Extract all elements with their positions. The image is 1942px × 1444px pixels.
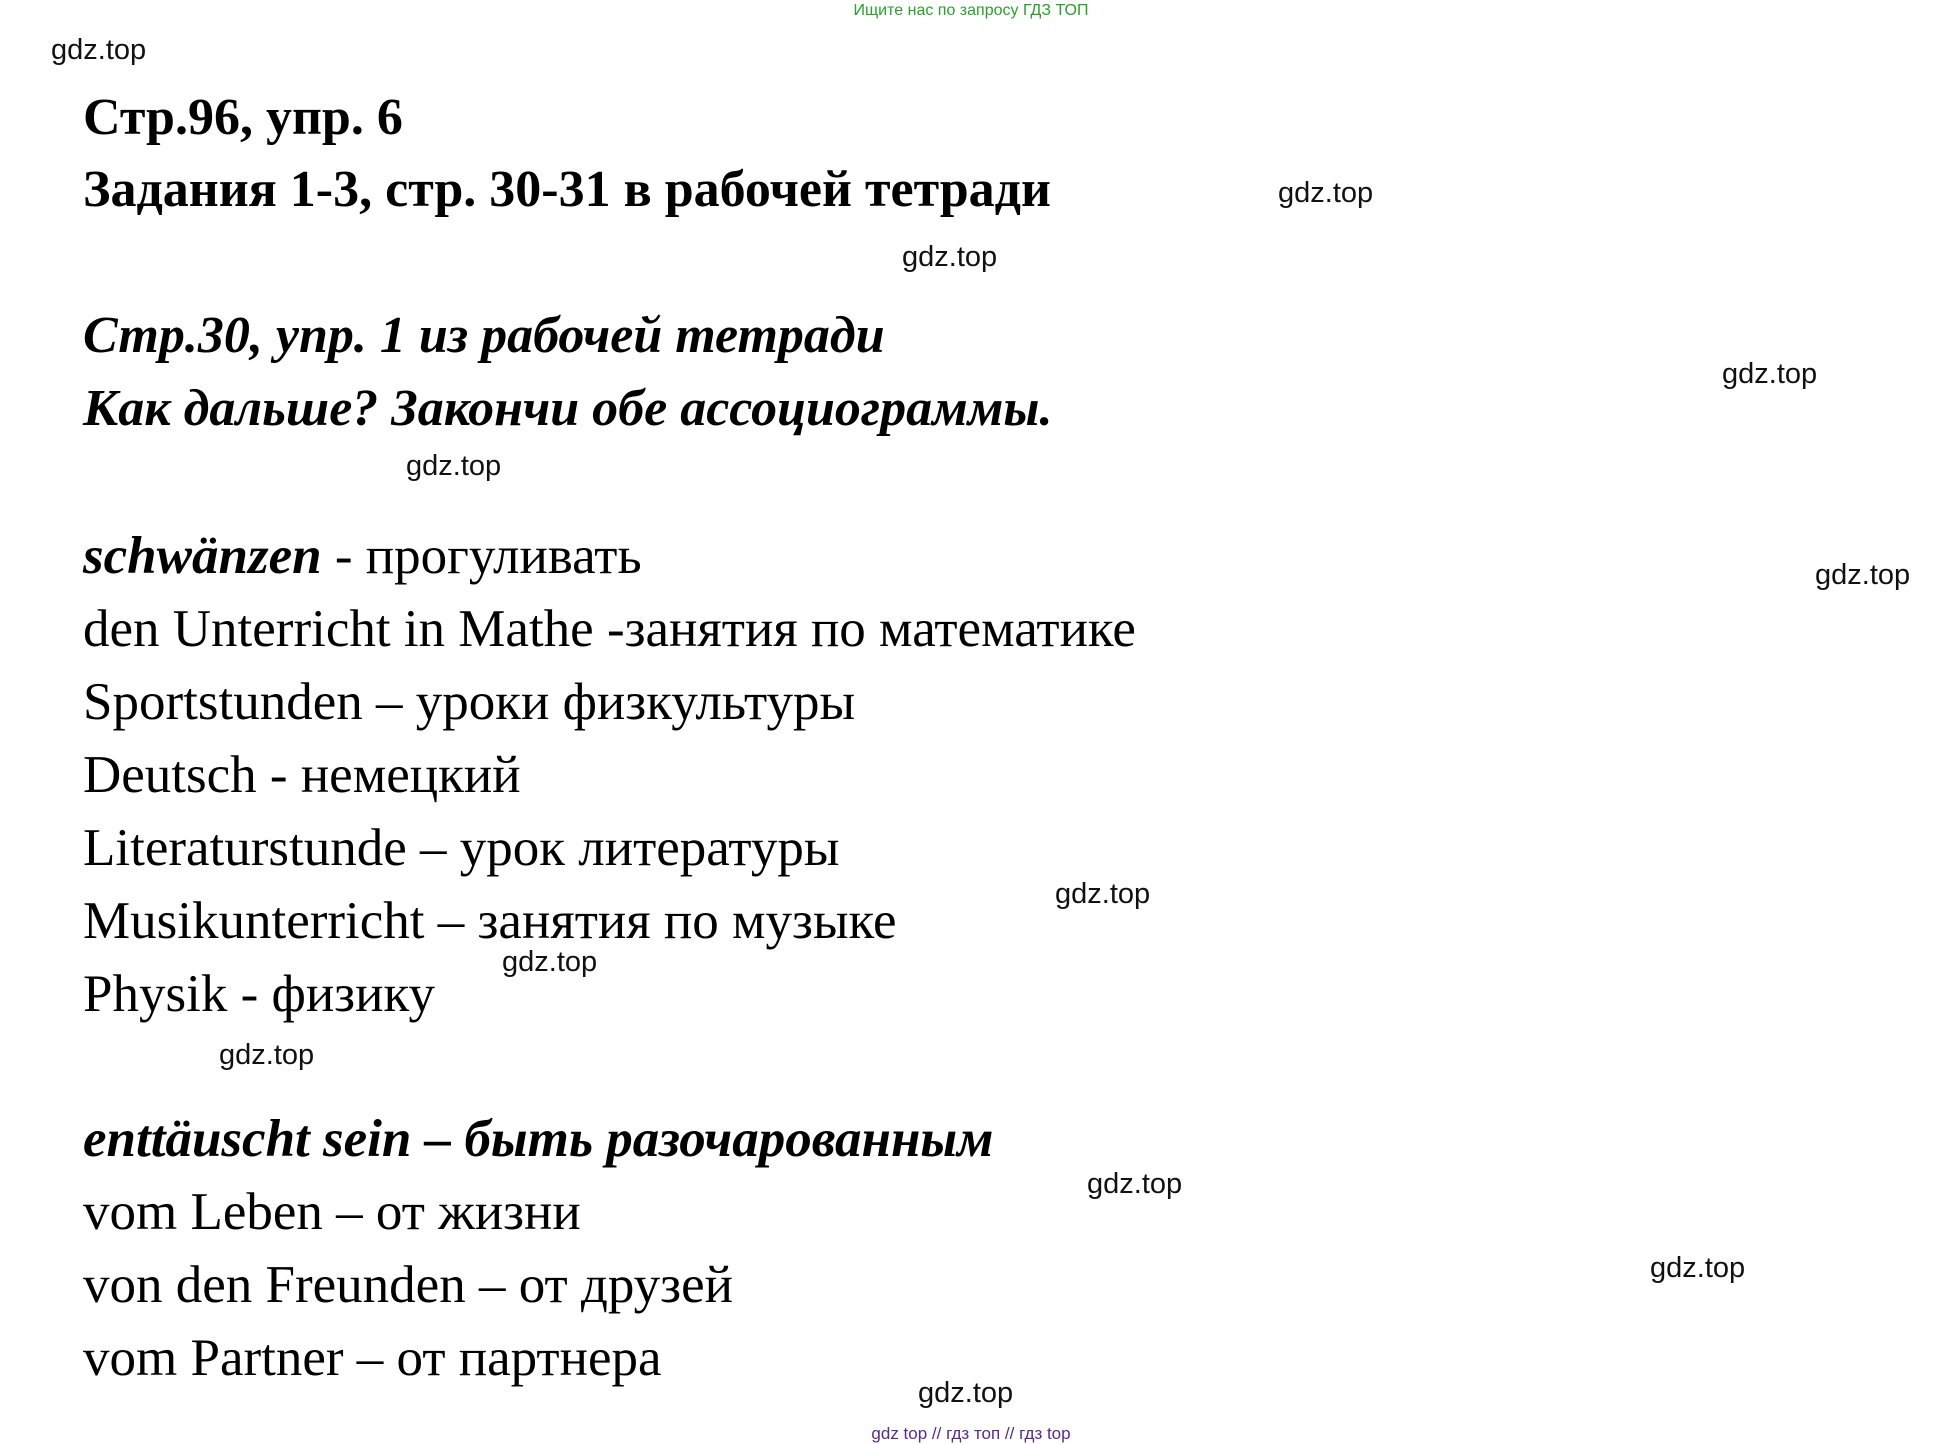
exercise-title: Стр.30, упр. 1 из рабочей тетради bbox=[83, 307, 885, 364]
watermark: gdz.top bbox=[51, 34, 147, 66]
list-item: den Unterricht in Mathe -занятия по математике bbox=[83, 600, 1136, 658]
watermark: gdz.top bbox=[1815, 559, 1911, 591]
section-term-schwaenzen bbox=[83, 527, 642, 585]
watermark: gdz.top bbox=[502, 946, 598, 978]
watermark: gdz.top bbox=[1722, 358, 1818, 390]
list-item: Musikunterricht – занятия по музыке bbox=[83, 892, 897, 950]
watermark: gdz.top bbox=[406, 450, 502, 482]
term-word: schwänzen bbox=[83, 527, 322, 585]
list-item: Deutsch - немецкий bbox=[83, 746, 521, 804]
watermark: gdz.top bbox=[1650, 1252, 1746, 1284]
page-title: Стр.96, упр. 6 bbox=[83, 89, 403, 146]
list-item: von den Freunden – от друзей bbox=[83, 1256, 734, 1314]
watermark: gdz.top bbox=[918, 1377, 1014, 1409]
watermark: gdz.top bbox=[219, 1039, 315, 1071]
watermark: gdz.top bbox=[1087, 1168, 1183, 1200]
watermark: gdz.top bbox=[902, 241, 998, 273]
list-item: Physik - физику bbox=[83, 965, 435, 1023]
list-item: Literaturstunde – урок литературы bbox=[83, 819, 840, 877]
top-banner: Ищите нас по запросу ГДЗ ТОП bbox=[853, 2, 1089, 19]
list-item: vom Partner – от партнера bbox=[83, 1329, 662, 1387]
watermark: gdz.top bbox=[1278, 177, 1374, 209]
footer-links: gdz top // гдз топ // гдз top bbox=[871, 1424, 1071, 1443]
list-item: vom Leben – от жизни bbox=[83, 1183, 581, 1241]
exercise-instruction: Как дальше? Закончи обе ассоциограммы. bbox=[83, 380, 1053, 437]
section-term-enttaeuscht: enttäuscht sein – быть разочарованным bbox=[83, 1110, 994, 1168]
task-reference: Задания 1-3, стр. 30-31 в рабочей тетради bbox=[83, 161, 1051, 218]
watermark: gdz.top bbox=[1055, 878, 1151, 910]
list-item: Sportstunden – уроки физкультуры bbox=[83, 673, 856, 731]
term-translation: - прогуливать bbox=[321, 527, 642, 585]
